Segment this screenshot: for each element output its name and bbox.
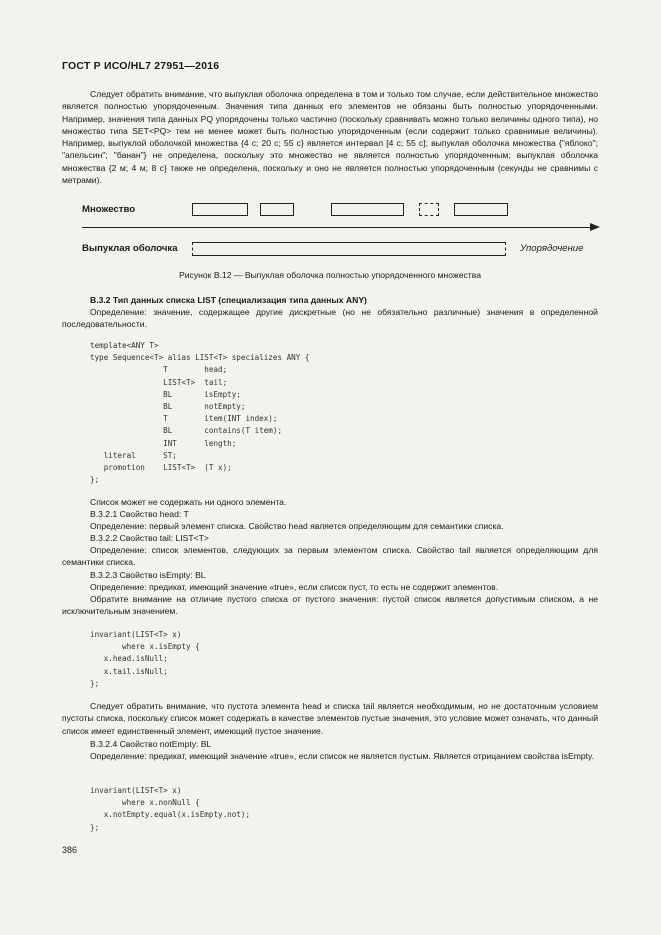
page-number: 386 xyxy=(62,845,78,855)
isempty-property-title: В.3.2.3 Свойство isEmpty: BL xyxy=(90,570,206,580)
isempty-property-definition: Определение: предикат, имеющий значение «true», если список пуст, то есть не содержит элементов. xyxy=(90,582,499,592)
hull-label: Выпуклая оболочка xyxy=(82,243,178,254)
figure-caption: Рисунок В.12 — Выпуклая оболочка полностью упорядоченного множества xyxy=(179,270,481,280)
ordering-label: Упорядочение xyxy=(520,243,584,254)
empty-list-note: Список может не содержать ни одного элемента. xyxy=(90,497,287,507)
tail-property-title: В.3.2.2 Свойство tail: LIST<T> xyxy=(90,533,209,543)
set-interval-box xyxy=(192,203,248,216)
set-interval-box xyxy=(454,203,508,216)
tail-property-definition: Определение: список элементов, следующих за первым элементом списка. Свойство tail является определяющим для семантики списка. xyxy=(62,545,598,568)
axis-arrowhead xyxy=(590,223,600,231)
section-heading: В.3.2 Тип данных списка LIST (специализация типа данных ANY) xyxy=(90,295,367,305)
notempty-property-title: В.3.2.4 Свойство notEmpty: BL xyxy=(90,739,212,749)
set-label: Множество xyxy=(82,204,136,215)
emptiness-note: Следует обратить внимание, что пустота элемента head и списка tail является необходимым, но не достаточным условием пустоты списка, поскольку список может содержать в качестве элементов пустые значения, это условие может означать, что данный список имеет единственный элемент, имеющий пустое значение. xyxy=(62,701,598,736)
list-type-code: template<ANY T> type Sequence<T> alias LIST<T> specializes ANY { T head; LIST<T> tail; BL isEmpty; BL notEmpty; T item(INT index); BL contains(T item); INT length; literal ST; promotion LIST<T> (T x); }; xyxy=(90,341,310,485)
set-interval-box xyxy=(260,203,294,216)
ordering-axis xyxy=(82,227,592,228)
isempty-note: Обратите внимание на отличие пустого списка от пустого значения: пустой список является допустимым списком, а не исключительным значением. xyxy=(62,594,598,617)
intro-paragraph: Следует обратить внимание, что выпуклая оболочка определена в том и только том случае, если действительное множество является полностью упорядоченным. Значения типа данных его элементов не обязаны быть полностью упорядоченными. Например, значения типа данных PQ упорядочены только частично (поскольку сравнивать можно только величины одного типа), но множество типа SET<PQ> тем не менее может быть полностью упорядоченным (если содержит только сравнимые величины). Например, выпуклой оболочкой множества {4 c; 20 c; 55 c} является интервал [4 c; 55 c]; выпуклая оболочка множества {"яблоко"; "апельсин"; "банан"} не определена, поскольку это множество не является полностью упорядоченным; выпуклая оболочка множества {2 м; 4 м; 8 с} также не определена, поскольку и оно не является полностью упорядоченным (секунды не сравнимы с метрами). xyxy=(62,89,598,186)
list-definition: Определение: значение, содержащее другие дискретные (но не обязательно различные) значения в определенной последовательности. xyxy=(62,307,598,330)
set-interval-box xyxy=(331,203,404,216)
notempty-invariant-code: invariant(LIST<T> x) where x.nonNull { x.notEmpty.equal(x.isEmpty.not); }; xyxy=(90,786,251,832)
head-property-title: В.3.2.1 Свойство head: T xyxy=(90,509,189,519)
document-header: ГОСТ Р ИСО/HL7 27951—2016 xyxy=(62,60,220,72)
isempty-invariant-code: invariant(LIST<T> x) where x.isEmpty { x.head.isNull; x.tail.isNull; }; xyxy=(90,630,200,688)
head-property-definition: Определение: первый элемент списка. Свойство head является определяющим для семантики списка. xyxy=(90,521,504,531)
hull-interval-box xyxy=(192,242,506,256)
set-interval-box xyxy=(419,203,439,216)
notempty-property-definition: Определение: предикат, имеющий значение «true», если список не является пустым. Является отрицанием свойства isEmpty. xyxy=(90,751,595,761)
